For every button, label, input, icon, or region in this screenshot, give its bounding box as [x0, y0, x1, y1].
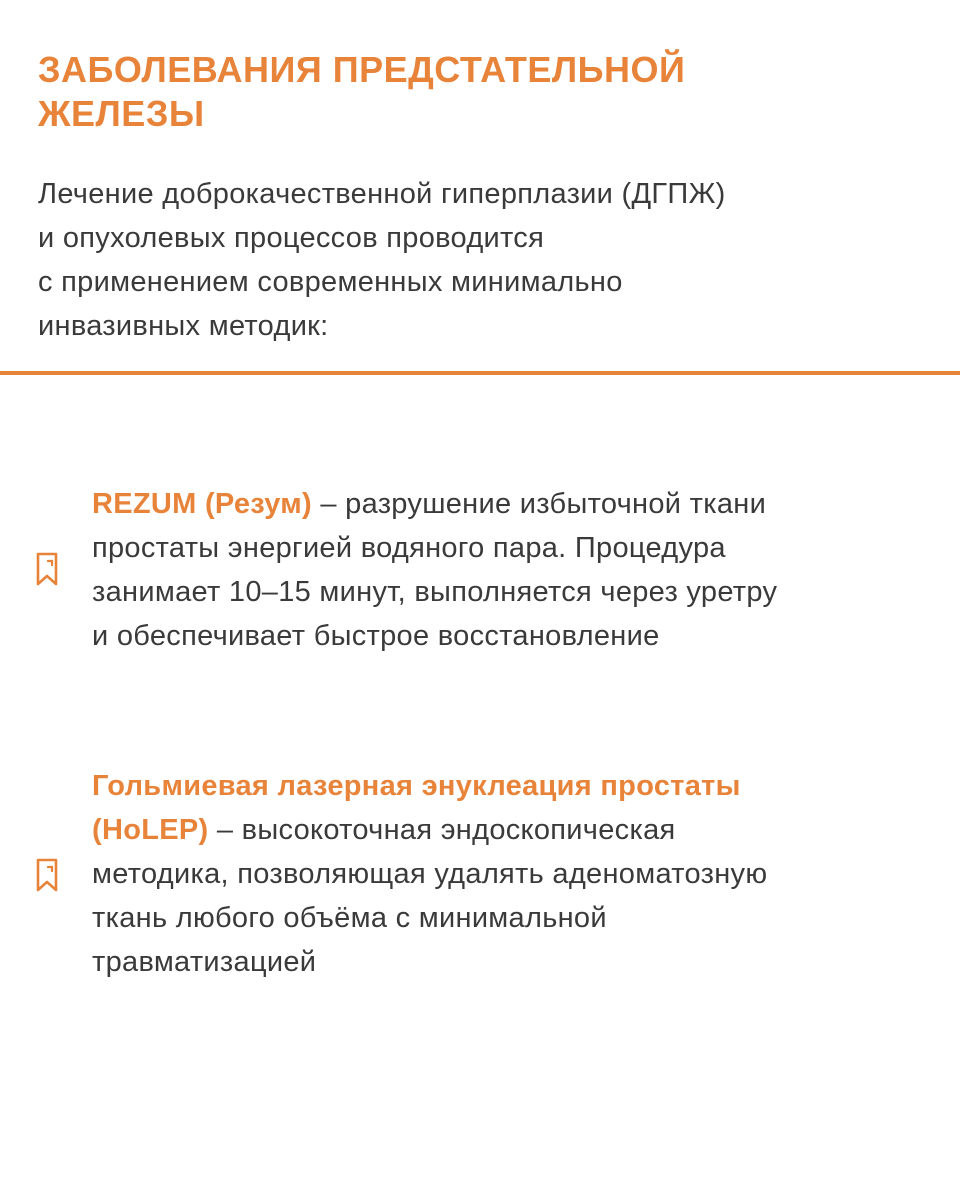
- page-title: [38, 48, 918, 136]
- item-line: и обеспечивает быстрое восстановление: [92, 620, 660, 652]
- bookmark-icon: [34, 551, 60, 587]
- intro-line-4: инвазивных методик:: [38, 310, 329, 342]
- item-line: [92, 808, 942, 852]
- list-item-rezum: [92, 482, 942, 658]
- item-text: – разрушение избыточной ткани: [312, 488, 767, 520]
- item-line: простаты энергией водяного пара. Процедура: [92, 532, 726, 564]
- item-line: методика, позволяющая удалять аденоматозную: [92, 858, 768, 890]
- item-highlight: REZUM (Резум): [92, 488, 313, 520]
- bookmark-icon: [34, 857, 60, 893]
- item-line: [92, 482, 942, 526]
- section-divider: [0, 371, 960, 375]
- intro-paragraph: [38, 172, 928, 348]
- intro-line-3: с применением современных минимально: [38, 266, 623, 298]
- item-line: ткань любого объёма с минимальной: [92, 902, 607, 934]
- intro-line-2: и опухолевых процессов проводится: [38, 222, 545, 254]
- item-line: травматизацией: [92, 946, 317, 978]
- item-line: занимает 10–15 минут, выполняется через уретру: [92, 576, 778, 608]
- page-title-line-2: ЖЕЛЕЗЫ: [38, 93, 205, 134]
- list-item-holep: [92, 764, 942, 984]
- intro-line-1: Лечение доброкачественной гиперплазии (ДГПЖ): [38, 178, 726, 210]
- page-title-line-1: ЗАБОЛЕВАНИЯ ПРЕДСТАТЕЛЬНОЙ: [38, 49, 686, 90]
- item-text: – высокоточная эндоскопическая: [208, 814, 676, 846]
- item-highlight: Гольмиевая лазерная энуклеация простаты: [92, 770, 741, 802]
- item-highlight: (HoLEP): [92, 814, 209, 846]
